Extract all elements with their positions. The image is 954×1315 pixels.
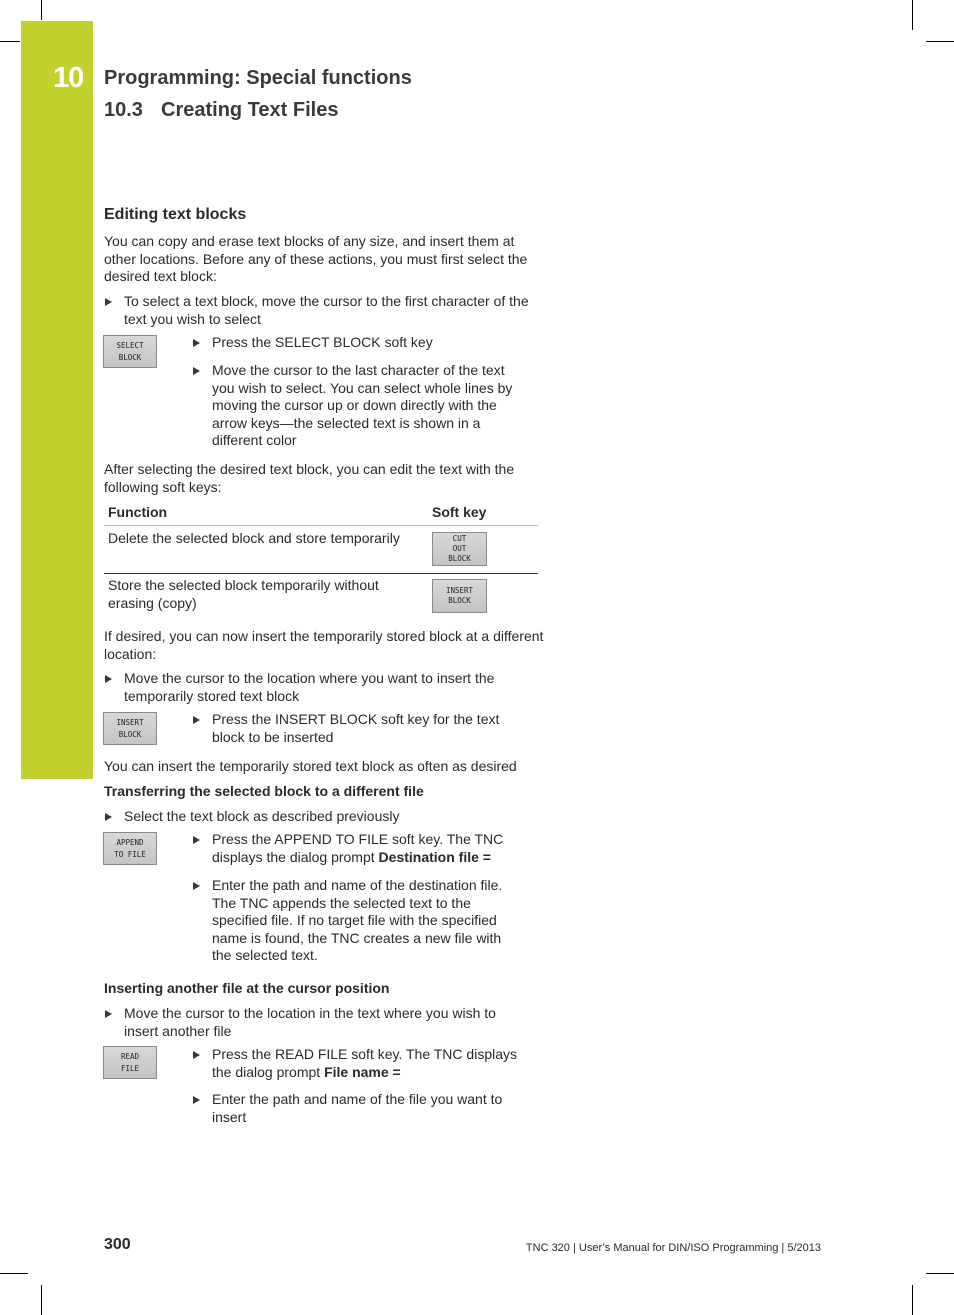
bullet-text: Press the INSERT BLOCK soft key for the text block to be inserted xyxy=(212,711,500,745)
bullet-arrow-icon xyxy=(105,298,112,306)
chapter-color-bar xyxy=(21,21,93,779)
table-header-softkey: Soft key xyxy=(432,504,487,520)
softkey-label: FILE xyxy=(120,1063,140,1073)
chapter-title: Programming: Special functions xyxy=(104,67,412,89)
softkey-label: INSERT xyxy=(116,717,144,727)
bullet-move-location xyxy=(124,1005,534,1040)
bullet-text: Enter the path and name of the file you want to insert xyxy=(212,1091,503,1125)
softkey-label: SELECT xyxy=(116,340,144,350)
cut-out-block-softkey[interactable] xyxy=(432,532,487,566)
crop-mark xyxy=(926,1273,954,1274)
bullet-text: Press the SELECT BLOCK soft key xyxy=(212,334,433,350)
subheading-transfer: Transferring the selected block to a different file xyxy=(104,783,424,799)
insert-block-softkey-table[interactable] xyxy=(432,579,487,613)
step-press-insert-block xyxy=(212,711,527,746)
softkey-label: APPEND xyxy=(116,837,144,847)
bullet-text: Move the cursor to the location in the text where you wish to insert another file xyxy=(124,1005,496,1039)
footer-manual-title: TNC 320 | User’s Manual for DIN/ISO Programming | 5/2013 xyxy=(525,1242,821,1254)
bullet-select-previously xyxy=(124,808,534,826)
crop-mark xyxy=(41,0,42,20)
step-enter-destination xyxy=(212,877,524,965)
if-desired-paragraph: If desired, you can now insert the temporarily stored block at a different location: xyxy=(104,628,544,662)
bullet-text: To select a text block, move the cursor to the first character of the text you wish to select xyxy=(124,293,529,327)
insert-often-paragraph: You can insert the temporarily stored text block as often as desired xyxy=(104,758,517,774)
bullet-arrow-icon xyxy=(193,716,200,724)
bullet-select-text xyxy=(124,293,534,328)
bullet-arrow-icon xyxy=(105,813,112,821)
bullet-text: Enter the path and name of the destination file. The TNC appends the selected text to the specified file. If no target file with the specified name is found, the TNC creates a new file with the selected text. xyxy=(212,877,503,964)
softkey-label: CUT xyxy=(452,534,467,543)
softkey-label: TO FILE xyxy=(114,849,146,859)
table-row-2-function: Store the selected block temporarily without erasing (copy) xyxy=(108,577,379,611)
dialog-prompt-filename: File name = xyxy=(324,1063,401,1080)
step-press-select-block xyxy=(212,334,532,352)
bullet-arrow-icon xyxy=(193,367,200,375)
bullet-arrow-icon xyxy=(193,1051,200,1059)
crop-mark xyxy=(0,41,20,42)
step-press-read-file xyxy=(212,1046,532,1081)
insert-block-softkey[interactable] xyxy=(103,712,157,745)
page-number: 300 xyxy=(104,1236,131,1253)
table-row-1-function: Delete the selected block and store temporarily xyxy=(108,530,400,546)
softkey-label: BLOCK xyxy=(118,352,142,362)
softkey-label: INSERT xyxy=(445,586,474,595)
table-header-function: Function xyxy=(108,504,168,520)
append-to-file-softkey[interactable] xyxy=(103,832,157,865)
bullet-arrow-icon xyxy=(193,339,200,347)
bullet-text: Select the text block as described previously xyxy=(124,808,400,824)
softkey-label: READ xyxy=(120,1051,140,1061)
bullet-text: Move the cursor to the last character of the text you wish to select. You can select whole lines by moving the cursor up or down directly with the arrow keys—the selected text is shown in a different color xyxy=(212,362,513,449)
chapter-number: 10 xyxy=(53,62,84,94)
softkey-label: BLOCK xyxy=(448,596,471,605)
bullet-arrow-icon xyxy=(105,675,112,683)
bullet-arrow-icon xyxy=(105,1010,112,1018)
dialog-prompt-destination: Destination file = xyxy=(378,848,491,865)
select-block-softkey[interactable] xyxy=(103,335,157,368)
crop-mark xyxy=(926,41,954,42)
heading-editing-text-blocks: Editing text blocks xyxy=(104,206,247,223)
section-title-text: Creating Text Files xyxy=(161,99,339,121)
bullet-move-insert xyxy=(124,670,534,705)
step-press-append xyxy=(212,831,527,866)
bullet-arrow-icon xyxy=(193,836,200,844)
softkey-label: BLOCK xyxy=(448,554,471,563)
step-move-cursor xyxy=(212,362,527,450)
crop-mark xyxy=(0,1273,28,1274)
bullet-text: Press the APPEND TO FILE soft key. The TNC displays the dialog prompt xyxy=(212,831,504,865)
section-number: 10.3 xyxy=(104,99,143,121)
crop-mark xyxy=(912,0,913,30)
bullet-text: Move the cursor to the location where you want to insert the temporarily stored text block xyxy=(124,670,495,704)
crop-mark xyxy=(41,1285,42,1315)
bullet-text: Press the READ FILE soft key. The TNC displays the dialog prompt xyxy=(212,1046,517,1080)
crop-mark xyxy=(912,1285,913,1315)
bullet-arrow-icon xyxy=(193,882,200,890)
step-enter-file xyxy=(212,1091,527,1126)
read-file-softkey[interactable] xyxy=(103,1046,157,1079)
section-title xyxy=(104,99,338,122)
subheading-insert-file: Inserting another file at the cursor position xyxy=(104,980,390,996)
intro-paragraph: You can copy and erase text blocks of any size, and insert them at other locations. Before any of these actions, you must first select the desired text block: xyxy=(104,233,528,285)
table-row-divider xyxy=(104,573,538,574)
after-select-paragraph: After selecting the desired text block, you can edit the text with the following soft keys: xyxy=(104,461,515,495)
bullet-arrow-icon xyxy=(193,1096,200,1104)
table-header-rule xyxy=(104,525,538,526)
softkey-label: OUT xyxy=(452,544,467,553)
softkey-label: BLOCK xyxy=(118,729,142,739)
